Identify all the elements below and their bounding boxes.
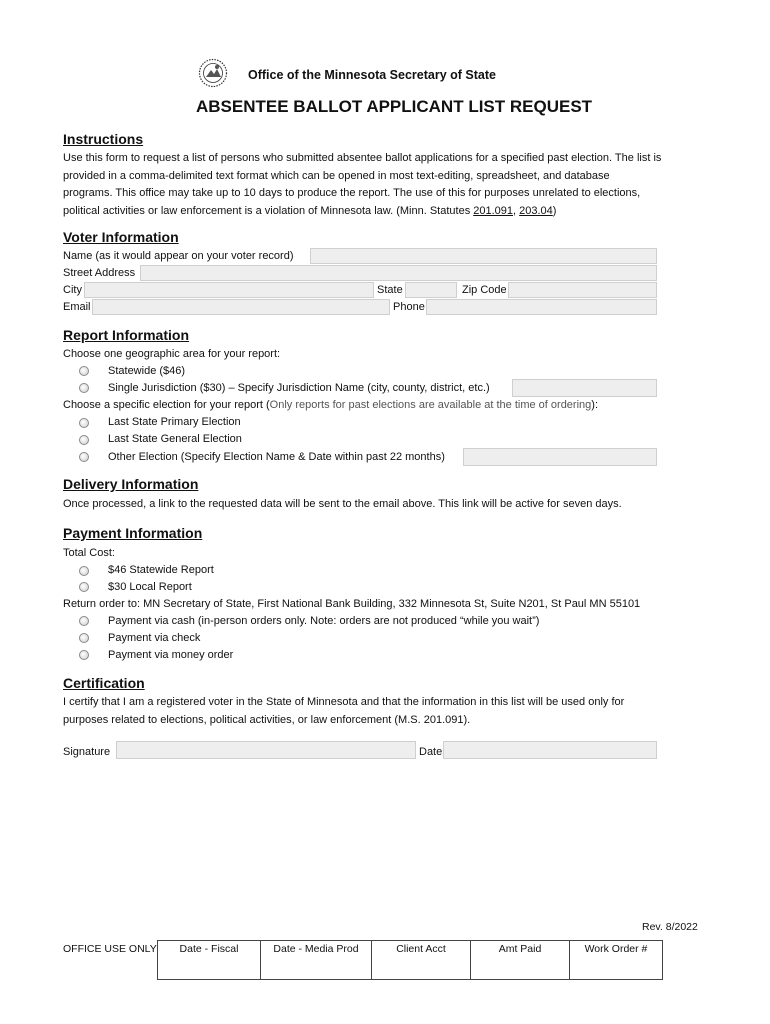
certification-text xyxy=(63,694,703,729)
voter-heading: Voter Information xyxy=(63,229,179,245)
office-use-label: OFFICE USE ONLY xyxy=(63,943,157,955)
instructions-line-2: provided in a comma-delimited text format which can be opened in most text-editing, spreadsheet, and database xyxy=(63,169,610,182)
instructions-line-1: Use this form to request a list of persons who submitted absentee ballot applications for a specified past election. The list is xyxy=(63,152,662,164)
instructions-line-4-prefix: political activities or law enforcement is a violation of Minnesota law. (Minn. Statutes xyxy=(63,204,474,217)
email-label: Email xyxy=(63,301,91,313)
single-jurisdiction-radio[interactable] xyxy=(79,383,89,393)
money-order-label: Payment via money order xyxy=(108,649,234,661)
statute-separator: , xyxy=(513,204,520,217)
street-field[interactable] xyxy=(140,265,657,281)
cash-radio[interactable] xyxy=(79,616,89,626)
instructions-heading: Instructions xyxy=(63,131,144,147)
instructions-line-4-suffix: ) xyxy=(552,204,557,217)
statute-link-20304[interactable]: 203.04 xyxy=(519,204,553,217)
city-field[interactable] xyxy=(84,282,374,298)
statute-link-201091[interactable]: 201.091 xyxy=(473,204,514,217)
report-heading: Report Information xyxy=(63,327,189,343)
cash-label: Payment via cash (in-person orders only. Note: orders are not produced “while you wait”) xyxy=(108,615,540,627)
local-report-label: $30 Local Report xyxy=(108,581,192,593)
local-report-radio[interactable] xyxy=(79,582,89,592)
date-field[interactable] xyxy=(443,741,657,759)
election-prompt-start: Choose a specific election for your report ( xyxy=(63,399,270,411)
instructions-text xyxy=(63,150,703,220)
total-cost-label: Total Cost: xyxy=(63,547,115,559)
street-label: Street Address xyxy=(63,267,136,279)
election-prompt-end: ): xyxy=(591,399,599,411)
election-prompt-note: Only reports for past elections are available at the time of ordering xyxy=(269,399,592,411)
area-prompt: Choose one geographic area for your report: xyxy=(63,348,281,360)
payment-heading: Payment Information xyxy=(63,525,203,541)
state-label: State xyxy=(377,284,403,296)
phone-field[interactable] xyxy=(426,299,657,315)
instructions-line-4 xyxy=(63,203,703,221)
signature-field[interactable] xyxy=(116,741,416,759)
office-col-date-fiscal: Date - Fiscal xyxy=(158,941,261,980)
revision-date: Rev. 8/2022 xyxy=(642,921,698,933)
other-election-radio[interactable] xyxy=(79,452,89,462)
zip-label: Zip Code xyxy=(462,284,507,296)
statewide-report-radio[interactable] xyxy=(79,566,89,576)
certification-line-1: I certify that I am a registered voter in the State of Minnesota and that the information in this list will be used only for xyxy=(63,696,625,708)
email-field[interactable] xyxy=(92,299,390,315)
zip-field[interactable] xyxy=(508,282,657,298)
election-prompt xyxy=(63,399,598,411)
city-label: City xyxy=(63,284,82,296)
instructions-line-3: programs. This office may take up to 10 days to produce the report. The use of this for purposes unrelated to elections, xyxy=(63,187,641,199)
return-address: Return order to: MN Secretary of State, First National Bank Building, 332 Minnesota St, Suite N201, St Paul MN 55101 xyxy=(63,598,641,610)
certification-heading: Certification xyxy=(63,675,145,691)
office-col-client-acct: Client Acct xyxy=(372,941,471,980)
jurisdiction-name-field[interactable] xyxy=(512,379,657,397)
state-seal-icon xyxy=(198,58,228,88)
office-use-table xyxy=(157,940,663,980)
general-election-radio[interactable] xyxy=(79,435,89,445)
state-field[interactable] xyxy=(405,282,457,298)
office-use-row xyxy=(158,941,663,980)
office-col-date-media-prod: Date - Media Prod xyxy=(261,941,372,980)
delivery-heading: Delivery Information xyxy=(63,476,199,492)
signature-label: Signature xyxy=(63,746,111,758)
delivery-text: Once processed, a link to the requested data will be sent to the email above. This link will be active for seven days. xyxy=(63,498,622,510)
name-label: Name (as it would appear on your voter record) xyxy=(63,250,294,262)
statewide-label: Statewide ($46) xyxy=(108,365,186,377)
primary-election-radio[interactable] xyxy=(79,418,89,428)
certification-line-2: purposes related to elections, political activities, or law enforcement (M.S. 201.091). xyxy=(63,713,471,726)
page-title: ABSENTEE BALLOT APPLICANT LIST REQUEST xyxy=(196,97,593,116)
primary-election-label: Last State Primary Election xyxy=(108,416,241,428)
single-jurisdiction-label: Single Jurisdiction ($30) – Specify Jurisdiction Name (city, county, district, etc.) xyxy=(108,382,490,394)
money-order-radio[interactable] xyxy=(79,650,89,660)
check-radio[interactable] xyxy=(79,633,89,643)
statewide-radio[interactable] xyxy=(79,366,89,376)
date-label: Date xyxy=(419,746,443,758)
name-field[interactable] xyxy=(310,248,657,264)
other-election-label: Other Election (Specify Election Name & Date within past 22 months) xyxy=(108,451,445,463)
check-label: Payment via check xyxy=(108,632,201,644)
phone-label: Phone xyxy=(393,301,425,313)
office-col-work-order: Work Order # xyxy=(570,941,663,980)
office-name: Office of the Minnesota Secretary of State xyxy=(248,68,496,82)
statewide-report-label: $46 Statewide Report xyxy=(108,564,214,576)
other-election-field[interactable] xyxy=(463,448,657,466)
office-col-amt-paid: Amt Paid xyxy=(471,941,570,980)
general-election-label: Last State General Election xyxy=(108,433,242,445)
